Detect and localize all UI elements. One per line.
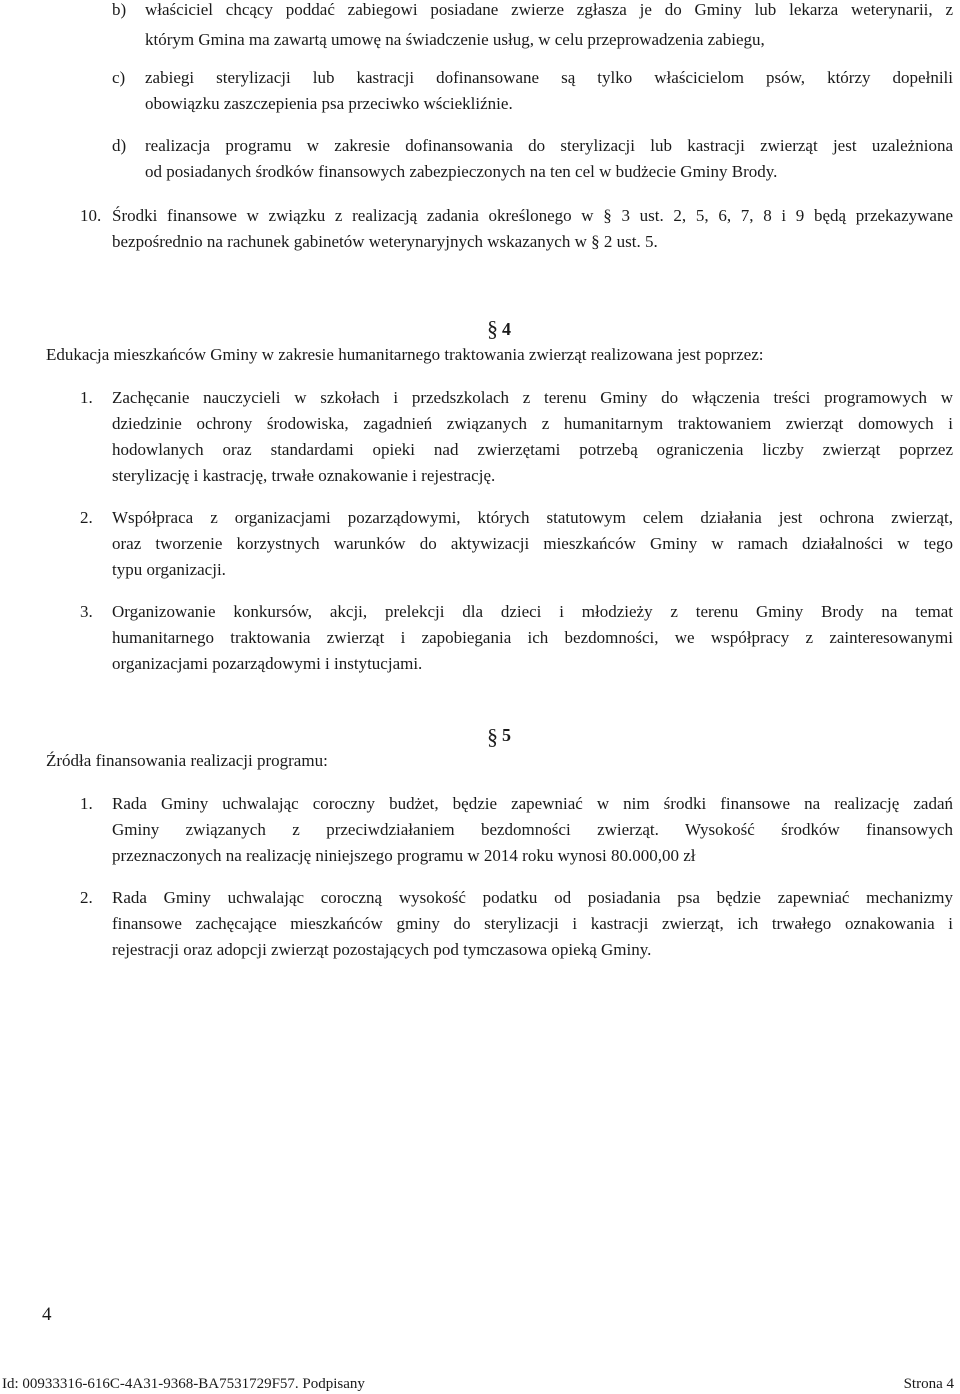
list-item-text: dziedzinie ochrony środowiska, zagadnień związanych z humanitarnym traktowaniem zwierząt domowych i bbox=[112, 414, 953, 433]
section-sign: § bbox=[487, 724, 498, 749]
list-item-text: obowiązku zaszczepienia psa przeciwko wściekliźnie. bbox=[145, 94, 513, 113]
section-sign: § bbox=[487, 316, 498, 341]
list-item-text: sterylizację i kastrację, trwałe oznakowanie i rejestrację. bbox=[112, 466, 496, 485]
page-counter: Strona 4 bbox=[903, 1376, 954, 1392]
document-id: Id: 00933316-616C-4A31-9368-BA7531729F57. Podpisany bbox=[2, 1376, 365, 1392]
list-item-text: organizacjami pozarządowymi i instytucjami. bbox=[112, 654, 423, 673]
list-marker: 1. bbox=[80, 388, 93, 407]
list-item-text: przeznaczonych na realizację niniejszego programu w 2014 roku wynosi 80.000,00 zł bbox=[112, 846, 696, 865]
section-intro: Edukacja mieszkańców Gminy w zakresie humanitarnego traktowania zwierząt realizowana jest poprzez: bbox=[46, 345, 764, 364]
list-marker: 10. bbox=[80, 206, 102, 225]
list-item-text: od posiadanych środków finansowych zabezpieczonych na ten cel w budżecie Gminy Brody. bbox=[145, 162, 778, 181]
section-number: 5 bbox=[502, 725, 511, 745]
list-item-text: finansowe zachęcające mieszkańców gminy do sterylizacji i kastracji zwierząt, ich trwałego oznakowania i bbox=[112, 914, 953, 933]
list-marker: b) bbox=[112, 0, 127, 19]
list-marker: 3. bbox=[80, 602, 93, 621]
list-marker: 2. bbox=[80, 888, 93, 907]
list-item-text: którym Gmina ma zawartą umowę na świadczenie usług, w celu przeprowadzenia zabiegu, bbox=[145, 30, 765, 49]
list-item-text: właściciel chcący poddać zabiegowi posiadane zwierze zgłasza je do Gminy lub lekarza weterynarii, z bbox=[145, 0, 953, 19]
list-marker: c) bbox=[112, 68, 126, 87]
page-number: 4 bbox=[42, 1304, 52, 1325]
list-item-text: Rada Gminy uchwalając coroczny budżet, będzie zapewniać w nim środki finansowe na realizację zadań bbox=[112, 794, 953, 813]
list-item-text: Rada Gminy uchwalając coroczną wysokość podatku od posiadania psa będzie zapewniać mechanizmy bbox=[112, 888, 953, 907]
list-item-text: oraz tworzenie korzystnych warunków do aktywizacji mieszkańców Gminy w ramach działalności w tego bbox=[112, 534, 953, 553]
list-item-text: Gminy związanych z przeciwdziałaniem bezdomności zwierząt. Wysokość środków finansowych bbox=[112, 820, 953, 839]
section-intro: Źródła finansowania realizacji programu: bbox=[46, 751, 328, 770]
list-item-text: zabiegi sterylizacji lub kastracji dofinansowane są tylko właścicielom psów, którzy dopełnili bbox=[145, 68, 953, 87]
list-marker: 1. bbox=[80, 794, 93, 813]
list-item-text: rejestracji oraz adopcji zwierząt pozostających pod tymczasowa opieką Gminy. bbox=[112, 940, 652, 959]
list-item-text: Środki finansowe w związku z realizacją zadania określonego w § 3 ust. 2, 5, 6, 7, 8 i 9 będą przekazywane bbox=[112, 206, 953, 225]
section-number: 4 bbox=[502, 319, 511, 339]
list-item-text: typu organizacji. bbox=[112, 560, 226, 579]
list-item-text: humanitarnego traktowania zwierząt i zapobiegania ich bezdomności, we współpracy z zainteresowanymi bbox=[112, 628, 953, 647]
list-item-text: realizacja programu w zakresie dofinansowania do sterylizacji lub kastracji zwierząt jest uzależniona bbox=[145, 136, 953, 155]
list-item-text: hodowlanych oraz standardami opieki nad zwierzętami potrzebą ograniczenia liczby zwierząt poprzez bbox=[112, 440, 953, 459]
list-item-text: Współpraca z organizacjami pozarządowymi, których statutowym celem działania jest ochrona zwierząt, bbox=[112, 508, 953, 527]
list-item-text: Organizowanie konkursów, akcji, prelekcji dla dzieci i młodzieży z terenu Gminy Brody na temat bbox=[112, 602, 953, 621]
list-marker: d) bbox=[112, 136, 127, 155]
list-marker: 2. bbox=[80, 508, 93, 527]
list-item-text: Zachęcanie nauczycieli w szkołach i przedszkolach z terenu Gminy do włączenia treści programowych w bbox=[112, 388, 953, 407]
list-item-text: bezpośrednio na rachunek gabinetów weterynaryjnych wskazanych w § 2 ust. 5. bbox=[112, 232, 658, 251]
